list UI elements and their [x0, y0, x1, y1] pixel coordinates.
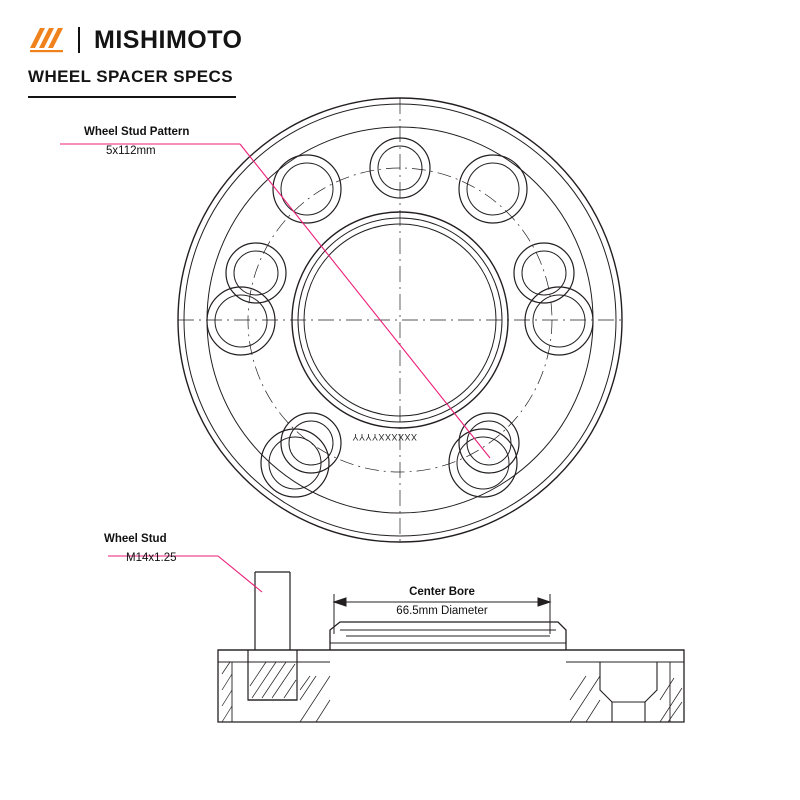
pressed-stud: [525, 287, 593, 355]
stud-pattern-leader: [60, 144, 490, 458]
callout-wheel-stud: [104, 533, 177, 564]
plate-outline: [218, 650, 684, 722]
stud-hole: [514, 243, 574, 303]
page-title: WHEEL SPACER SPECS: [28, 67, 233, 86]
callout-value: 5x112mm: [106, 145, 156, 157]
callout-title: Wheel Stud: [104, 533, 167, 545]
dimension-center-bore: [342, 586, 542, 617]
section-hatch-stud: [250, 662, 296, 698]
section-hatch-left-2: [300, 676, 330, 722]
spacer-front-view: [178, 98, 622, 542]
stud-hole: [226, 243, 286, 303]
pressed-stud: [207, 287, 275, 355]
pressed-stud: [273, 155, 341, 223]
wheel-stud-shaft: [255, 572, 290, 650]
callout-title: Wheel Stud Pattern: [84, 126, 190, 138]
section-hatch-right: [570, 676, 682, 722]
part-etch-text: XXXXXXYYYY: [352, 432, 418, 442]
lug-seat-profile: [600, 662, 657, 702]
dimension-title: Center Bore: [409, 586, 475, 598]
pressed-stud: [261, 429, 329, 497]
callout-wheel-stud-pattern: [84, 126, 189, 157]
callout-value: M14x1.25: [126, 552, 177, 564]
brand-name: MISHIMOTO: [94, 25, 243, 54]
pressed-stud: [459, 155, 527, 223]
pressed-stud: [449, 429, 517, 497]
dimension-value: 66.5mm Diameter: [396, 605, 488, 617]
section-hatch-left: [222, 662, 232, 722]
